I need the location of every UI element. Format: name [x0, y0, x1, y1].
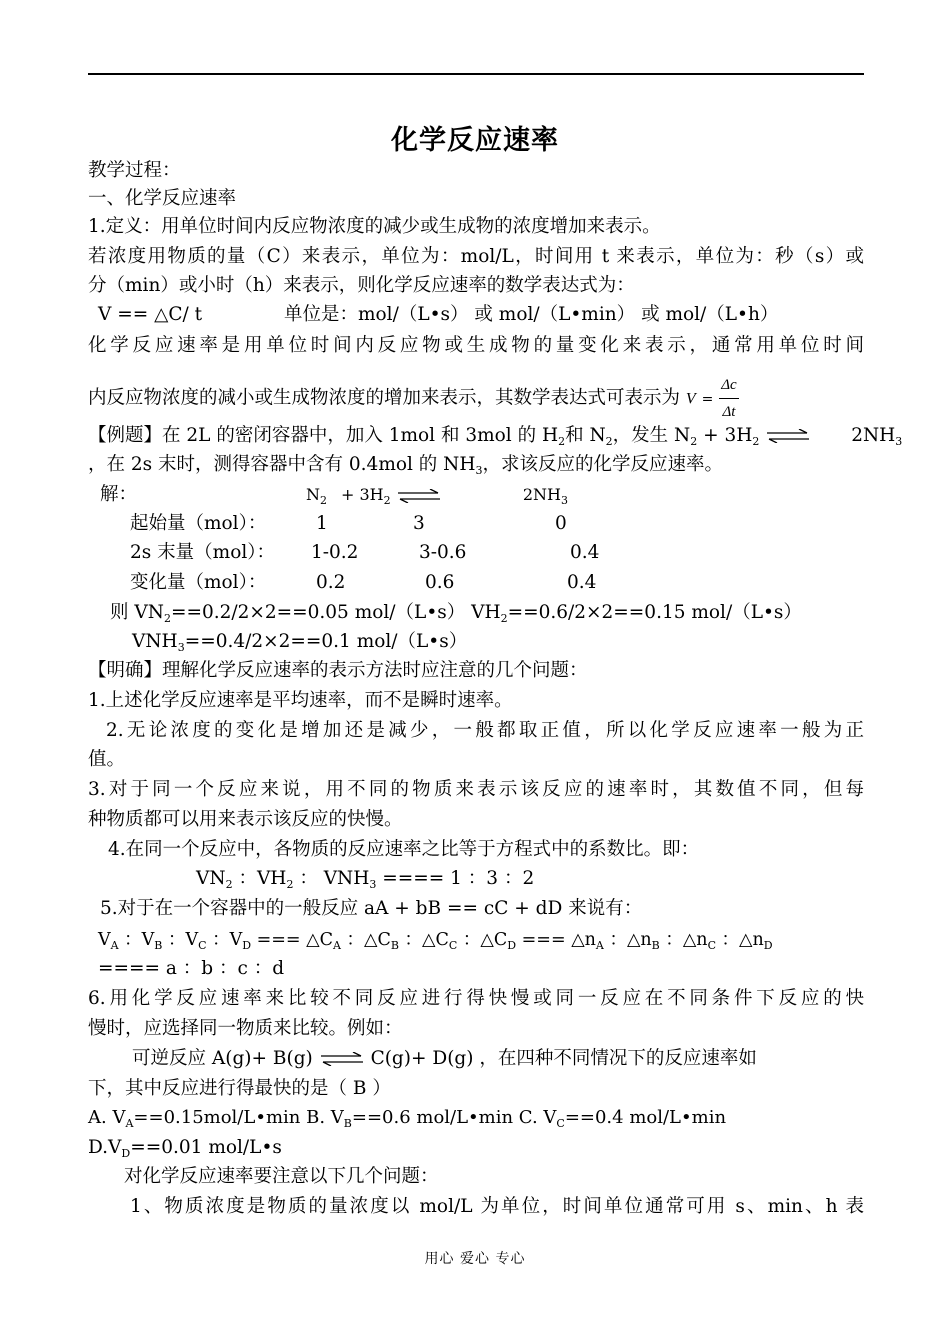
text-span: === △n [516, 930, 596, 950]
text-line: 4.在同一个反应中，各物质的反应速率之比等于方程式中的系数比。即： [108, 839, 700, 860]
subscript: 2 [225, 878, 233, 891]
text-span: ：△C [340, 930, 391, 950]
text-span: ：V [118, 930, 155, 950]
row-value: 1 [316, 513, 328, 534]
row-value: 0.6 [425, 572, 455, 593]
row-label: 2s 末量（mol）： [130, 542, 275, 563]
text-span: 【例题】在 2L 的密闭容器中，加入 1mol 和 3mol 的 H [88, 425, 559, 446]
text-span: ：△n [659, 930, 708, 950]
subscript: B [343, 1117, 352, 1130]
row-value: 0.4 [570, 542, 600, 563]
subscript: 3 [369, 878, 377, 891]
text-span: + 3H [697, 425, 753, 446]
text-line: 【明确】理解化学反应速率的表示方法时应注意的几个问题： [88, 660, 588, 681]
text-span: ==0.4 mol/L•min [564, 1107, 727, 1128]
formula-text: V == △C/ t [98, 304, 203, 325]
text-span: 2NH [851, 425, 896, 446]
text-span: ：△C [457, 930, 508, 950]
subscript: 2 [500, 612, 508, 625]
text-span: 2NH [522, 485, 561, 504]
text-line: 分（min）或小时（h）来表示，则化学反应速率的数学表达式为： [88, 275, 635, 296]
text-line: 3.对于同一个反应来说，用不同的物质来表示该反应的速率时，其数值不同，但每 [88, 779, 864, 800]
subscript: 2 [752, 435, 760, 448]
text-span: + 3H [341, 485, 384, 504]
fraction-numerator: Δc [719, 372, 738, 399]
text-line: 教学过程： [88, 160, 181, 181]
equation [306, 482, 568, 514]
subscript: 2 [163, 612, 171, 625]
text-line [88, 372, 739, 425]
example-line [88, 423, 902, 455]
subscript: D [242, 939, 252, 952]
text-span: ： VNH [293, 868, 370, 889]
subscript: C [198, 939, 207, 952]
row-value: 3 [413, 513, 425, 534]
page-title: 化学反应速率 [391, 125, 559, 156]
text-line: ==== a ：b ：c ：d [98, 958, 285, 979]
subscript: 3 [560, 494, 568, 507]
text-span: ：V [206, 930, 243, 950]
ratio-line [98, 927, 773, 959]
section-heading: 一、化学反应速率 [88, 188, 237, 209]
formula-v: V [685, 390, 696, 408]
row-value: 0.4 [567, 572, 597, 593]
unit-text: 单位是：mol/（L•s） 或 mol/（L•min） 或 mol/（L•h） [284, 304, 779, 325]
reversible-arrow-icon [319, 1052, 365, 1066]
text-span: 可逆反应 A(g)+ B(g) [132, 1048, 313, 1069]
reversible-arrow-icon [765, 429, 811, 443]
text-span: ，求该反应的化学反应速率。 [482, 454, 724, 475]
text-span: === △C [251, 930, 334, 950]
text-line: 1、物质浓度是物质的量浓度以 mol/L 为单位，时间单位通常可用 s、min、h 表 [130, 1196, 864, 1217]
text-span: V [98, 930, 111, 950]
reversible-arrow-icon [396, 489, 442, 503]
subscript: C [448, 939, 458, 952]
subscript: D [121, 1147, 131, 1160]
text-line: 若浓度用物质的量（C）来表示，单位为：mol/L，时间用 t 来表示，单位为：秒（s）或 [88, 246, 864, 267]
subscript: B [390, 939, 399, 952]
text-line: 下，其中反应进行得最快的是（ B ） [88, 1078, 391, 1099]
text-span: ==== 1 ：3 ：2 [376, 868, 535, 889]
options-line [88, 1135, 282, 1167]
text-span: ：VH [232, 868, 287, 889]
subscript: 3 [895, 435, 903, 448]
text-line: 值。 [88, 749, 126, 770]
subscript: 2 [320, 494, 327, 507]
text-span: 和 N [565, 425, 606, 446]
text-line: 1.上述化学反应速率是平均速率，而不是瞬时速率。 [88, 690, 513, 711]
subscript: A [595, 939, 604, 952]
text-span: ：△n [603, 930, 652, 950]
text-line: 慢时，应选择同一物质来比较。例如： [88, 1018, 403, 1039]
row-value: 0 [555, 513, 567, 534]
text-span: ==0.2/2×2==0.05 mol/（L•s） VH [170, 602, 501, 623]
fraction-denominator: Δt [722, 404, 736, 420]
text-line: 对化学反应速率要注意以下几个问题： [124, 1166, 439, 1187]
subscript: 3 [177, 641, 185, 654]
text-span: ：△n [715, 930, 764, 950]
header-rule [88, 73, 864, 75]
subscript: 2 [286, 878, 294, 891]
text-span: VN [196, 868, 226, 889]
subscript: C [556, 1117, 565, 1130]
subscript: D [507, 939, 517, 952]
text-span: ，在 2s 末时，测得容器中含有 0.4mol 的 NH [88, 454, 476, 475]
subscript: C [707, 939, 716, 952]
text-span: ==0.15mol/L•min B. V [133, 1107, 344, 1128]
text-span: ：△C [398, 930, 449, 950]
subscript: 2 [558, 435, 566, 448]
subscript: 2 [383, 494, 391, 507]
text-span: ==0.01 mol/L•s [130, 1137, 282, 1158]
page-footer: 用心 爱心 专心 [424, 1251, 526, 1267]
row-value: 3-0.6 [419, 542, 467, 563]
text-span: 内反应物浓度的减小或生成物浓度的增加来表示，其数学表达式可表示为 [88, 387, 681, 409]
text-line [132, 1046, 757, 1072]
text-line: 种物质都可以用来表示该反应的快慢。 [88, 809, 403, 830]
subscript: D [763, 939, 773, 952]
subscript: 3 [475, 464, 483, 477]
row-label: 起始量（mol）： [130, 513, 267, 534]
fraction [719, 372, 738, 425]
text-line: 1.定义：用单位时间内反应物浓度的减少或生成物的浓度增加来表示。 [88, 216, 661, 237]
solution-label: 解： [100, 484, 138, 505]
subscript: A [333, 939, 341, 952]
text-span: C(g)+ D(g) ，在四种不同情况下的反应速率如 [370, 1048, 757, 1069]
formula-eq: = [701, 391, 714, 408]
text-line: 2.无论浓度的变化是增加还是减少，一般都取正值，所以化学反应速率一般为正 [106, 720, 864, 741]
text-span: VNH [132, 631, 178, 652]
result-line [110, 600, 802, 632]
text-span: ==0.4/2×2==0.1 mol/（L•s） [184, 631, 468, 652]
subscript: B [651, 939, 660, 952]
row-value: 1-0.2 [311, 542, 359, 563]
text-span: D.V [88, 1137, 122, 1158]
subscript: 2 [605, 435, 613, 448]
subscript: B [154, 939, 163, 952]
subscript: A [125, 1117, 134, 1130]
text-span: 则 VN [110, 602, 164, 623]
subscript: 2 [690, 435, 698, 448]
text-line: 5.对于在一个容器中的一般反应 aA + bB == cC + dD 来说有： [100, 898, 643, 919]
text-span: ==0.6/2×2==0.15 mol/（L•s） [507, 602, 802, 623]
row-label: 变化量（mol）： [130, 572, 267, 593]
text-span: A. V [88, 1107, 126, 1128]
row-value: 0.2 [316, 572, 346, 593]
result-line [132, 629, 467, 661]
text-span: ：V [162, 930, 199, 950]
text-line: 化学反应速率是用单位时间内反应物或生成物的量变化来表示，通常用单位时间 [88, 335, 864, 356]
text-span: ==0.6 mol/L•min C. V [351, 1107, 557, 1128]
text-span: ，发生 N [612, 425, 691, 446]
options-line [88, 1105, 726, 1137]
text-span: N [306, 485, 320, 504]
ratio-line [196, 866, 534, 898]
subscript: A [110, 939, 119, 952]
example-line [88, 452, 723, 484]
text-line: 6.用化学反应速率来比较不同反应进行得快慢或同一反应在不同条件下反应的快 [88, 988, 864, 1009]
